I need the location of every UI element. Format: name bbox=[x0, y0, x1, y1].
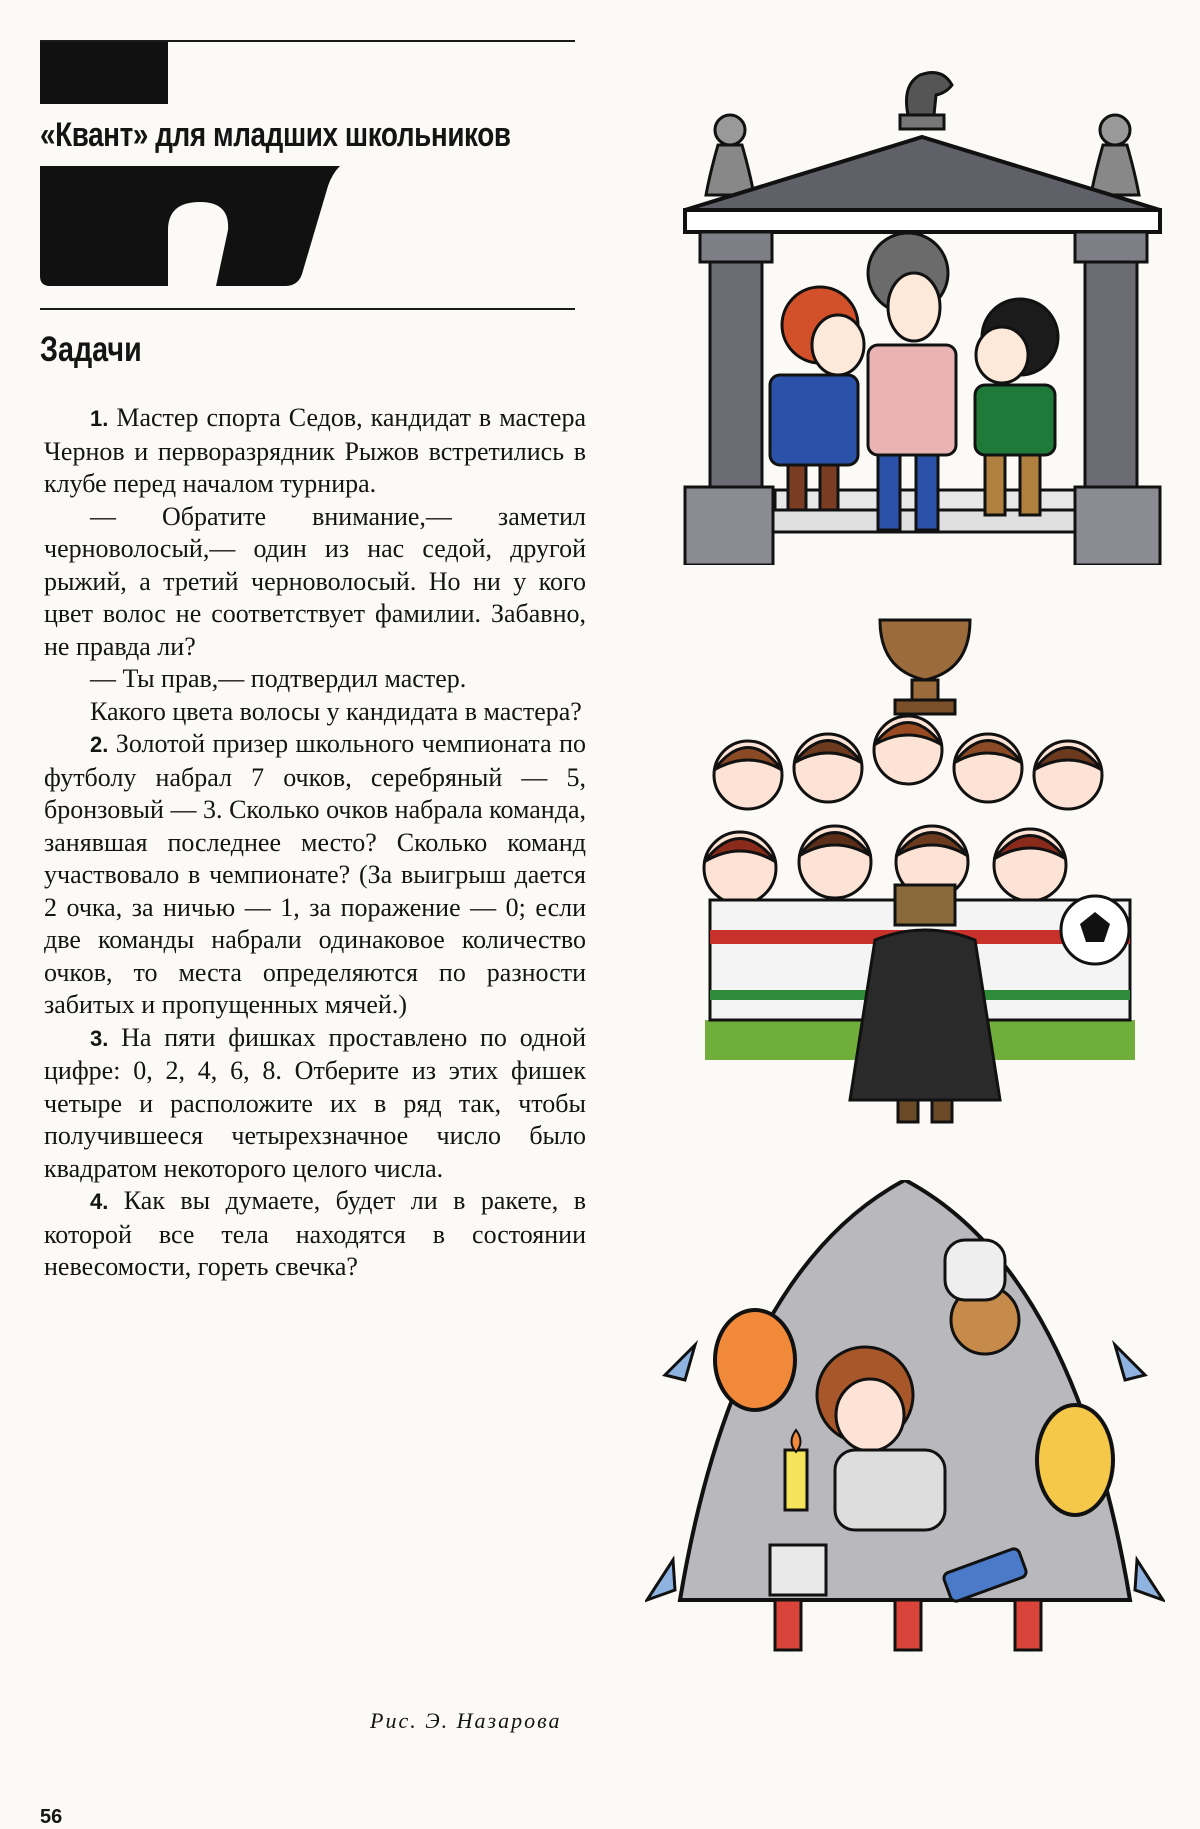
section-title: «Квант» для младших школьников bbox=[40, 116, 511, 154]
kvant-logo-mark bbox=[40, 166, 345, 286]
problem-text: Мастер спорта Седов, кандидат в мастера Чернов и перворазрядник Рыжов встретились в клубе перед началом турнира. bbox=[44, 403, 586, 498]
problem-text: На пяти фишках проставлено по одной цифре: 0, 2, 4, 6, 8. Отберите из этих фишек четыре и расположите их в ряд так, чтобы получившееся четырехзначное число было квадратом некоторого целого числа. bbox=[44, 1022, 587, 1183]
rocket-illustration bbox=[645, 1180, 1165, 1690]
problem-number: 2. bbox=[90, 732, 109, 757]
problem-text: Как вы думаете, будет ли в ракете, в которой все тела находятся в состоянии невесомости, гореть свечка? bbox=[44, 1186, 587, 1281]
problem-1-para-3: — Ты прав,— подтвердил мастер. bbox=[90, 664, 467, 693]
problem-2 bbox=[44, 728, 586, 1022]
logo-black-bar bbox=[40, 42, 168, 104]
problem-text: Золотой призер школьного чемпионата по футболу набрал 7 очков, серебряный — 5, бронзовый — 3. Сколько очков набрала команда, занявшая последнее место? Сколько команд участвовало в чемпионате? (За выигрыш дается 2 очка, за ничью — 1, за поражение — 0; если две команды набрали одинаковое количество очков, то места определяются по разности забитых и пропущенных мячей.) bbox=[44, 729, 586, 1019]
section-rule bbox=[40, 308, 575, 310]
chess-players-illustration bbox=[680, 45, 1165, 565]
problem-4 bbox=[44, 1185, 586, 1284]
problem-number: 4. bbox=[90, 1189, 109, 1214]
problem-1-para-1 bbox=[44, 402, 586, 501]
page-heading: Задачи bbox=[40, 330, 142, 369]
page-number: 56 bbox=[40, 1806, 63, 1828]
football-team-illustration bbox=[700, 600, 1145, 1130]
problem-1-para-4: Какого цвета волосы у кандидата в мастера? bbox=[90, 696, 582, 726]
problem-3 bbox=[44, 1022, 586, 1186]
problem-number: 1. bbox=[90, 406, 109, 431]
problems-text bbox=[44, 402, 586, 1284]
problem-1-para-2: — Обратите внимание,— заметил черноволосый,— один из нас седой, другой рыжий, а третий черноволосый. Но ни у кого цвет волос не соответствует фамилии. Забавно, не правда ли? bbox=[44, 501, 586, 661]
illustration-credit: Рис. Э. Назарова bbox=[370, 1708, 562, 1733]
problem-number: 3. bbox=[90, 1025, 109, 1051]
